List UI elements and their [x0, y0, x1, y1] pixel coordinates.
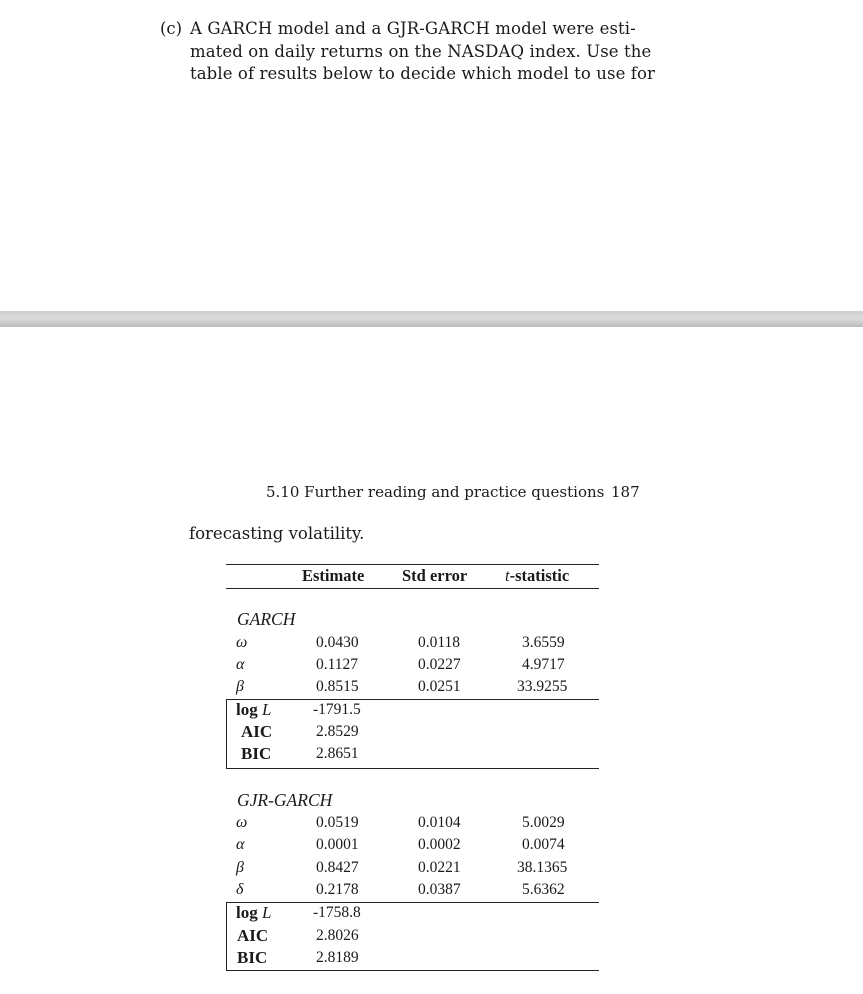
gjr-beta-t-stat: 38.1365 — [517, 859, 568, 876]
gjr-omega-estimate: 0.0519 — [316, 814, 359, 831]
garch-alpha-t-stat: 4.9717 — [522, 656, 565, 673]
garch-omega-symbol: ω — [236, 634, 248, 651]
garch-title: GARCH — [237, 609, 296, 629]
gjr-loglik-value: -1758.8 — [313, 904, 361, 921]
running-header: 5.10 Further reading and practice questions — [266, 483, 605, 501]
gjr-omega-std-error: 0.0104 — [418, 814, 461, 831]
gjr-delta-estimate: 0.2178 — [316, 881, 359, 898]
gjr-omega-t-stat: 5.0029 — [522, 814, 565, 831]
garch-bic-value: 2.8651 — [316, 745, 359, 762]
garch-aic-value: 2.8529 — [316, 723, 359, 740]
gjr-title: GJR-GARCH — [237, 790, 333, 810]
table-top-rule — [226, 564, 599, 565]
garch-alpha-estimate: 0.1127 — [316, 656, 359, 673]
garch-alpha-std-error: 0.0227 — [418, 656, 461, 673]
gjr-alpha-t-stat: 0.0074 — [522, 836, 565, 853]
question-line-2: mated on daily returns on the NASDAQ index. Use the — [190, 42, 652, 61]
gjr-bic-value: 2.8189 — [316, 949, 359, 966]
question-continuation: forecasting volatility. — [189, 524, 365, 543]
header-rule — [226, 588, 599, 589]
gjr-beta-std-error: 0.0221 — [418, 859, 461, 876]
garch-beta-t-stat: 33.9255 — [517, 678, 568, 695]
gjr-aic-value: 2.8026 — [316, 927, 359, 944]
question-label: (c) — [160, 19, 183, 38]
gjr-omega-symbol: ω — [236, 814, 248, 831]
page-number: 187 — [611, 483, 640, 501]
column-header-std-error: Std error — [402, 566, 468, 585]
gjr-alpha-std-error: 0.0002 — [418, 836, 461, 853]
garch-stats-left-rule — [226, 700, 227, 768]
column-header-estimate: Estimate — [302, 566, 365, 585]
garch-alpha-symbol: α — [236, 656, 245, 673]
garch-aic-label: AIC — [241, 722, 273, 741]
garch-params-rule — [226, 699, 599, 700]
garch-beta-symbol: β — [236, 678, 244, 695]
gjr-loglik-label: log L — [236, 903, 272, 922]
garch-omega-estimate: 0.0430 — [316, 634, 359, 651]
garch-omega-std-error: 0.0118 — [418, 634, 461, 651]
garch-beta-std-error: 0.0251 — [418, 678, 461, 695]
garch-loglik-label: log L — [236, 700, 272, 719]
garch-block-rule — [226, 768, 599, 769]
question-line-3: table of results below to decide which model to use for — [190, 64, 656, 83]
gjr-delta-symbol: δ — [236, 881, 244, 898]
question-line-1: A GARCH model and a GJR-GARCH model were esti- — [190, 19, 636, 38]
page-divider — [0, 311, 863, 327]
table-bottom-rule — [226, 970, 599, 971]
gjr-bic-label: BIC — [237, 948, 268, 967]
garch-beta-estimate: 0.8515 — [316, 678, 359, 695]
gjr-aic-label: AIC — [237, 926, 269, 945]
garch-omega-t-stat: 3.6559 — [522, 634, 565, 651]
garch-bic-label: BIC — [241, 744, 272, 763]
gjr-params-rule — [226, 902, 599, 903]
gjr-beta-symbol: β — [236, 859, 244, 876]
garch-loglik-value: -1791.5 — [313, 701, 361, 718]
gjr-alpha-estimate: 0.0001 — [316, 836, 359, 853]
gjr-delta-std-error: 0.0387 — [418, 881, 461, 898]
gjr-beta-estimate: 0.8427 — [316, 859, 359, 876]
gjr-delta-t-stat: 5.6362 — [522, 881, 565, 898]
column-header-t-statistic: t-statistic — [505, 566, 570, 585]
gjr-stats-left-rule — [226, 903, 227, 970]
gjr-alpha-symbol: α — [236, 836, 245, 853]
